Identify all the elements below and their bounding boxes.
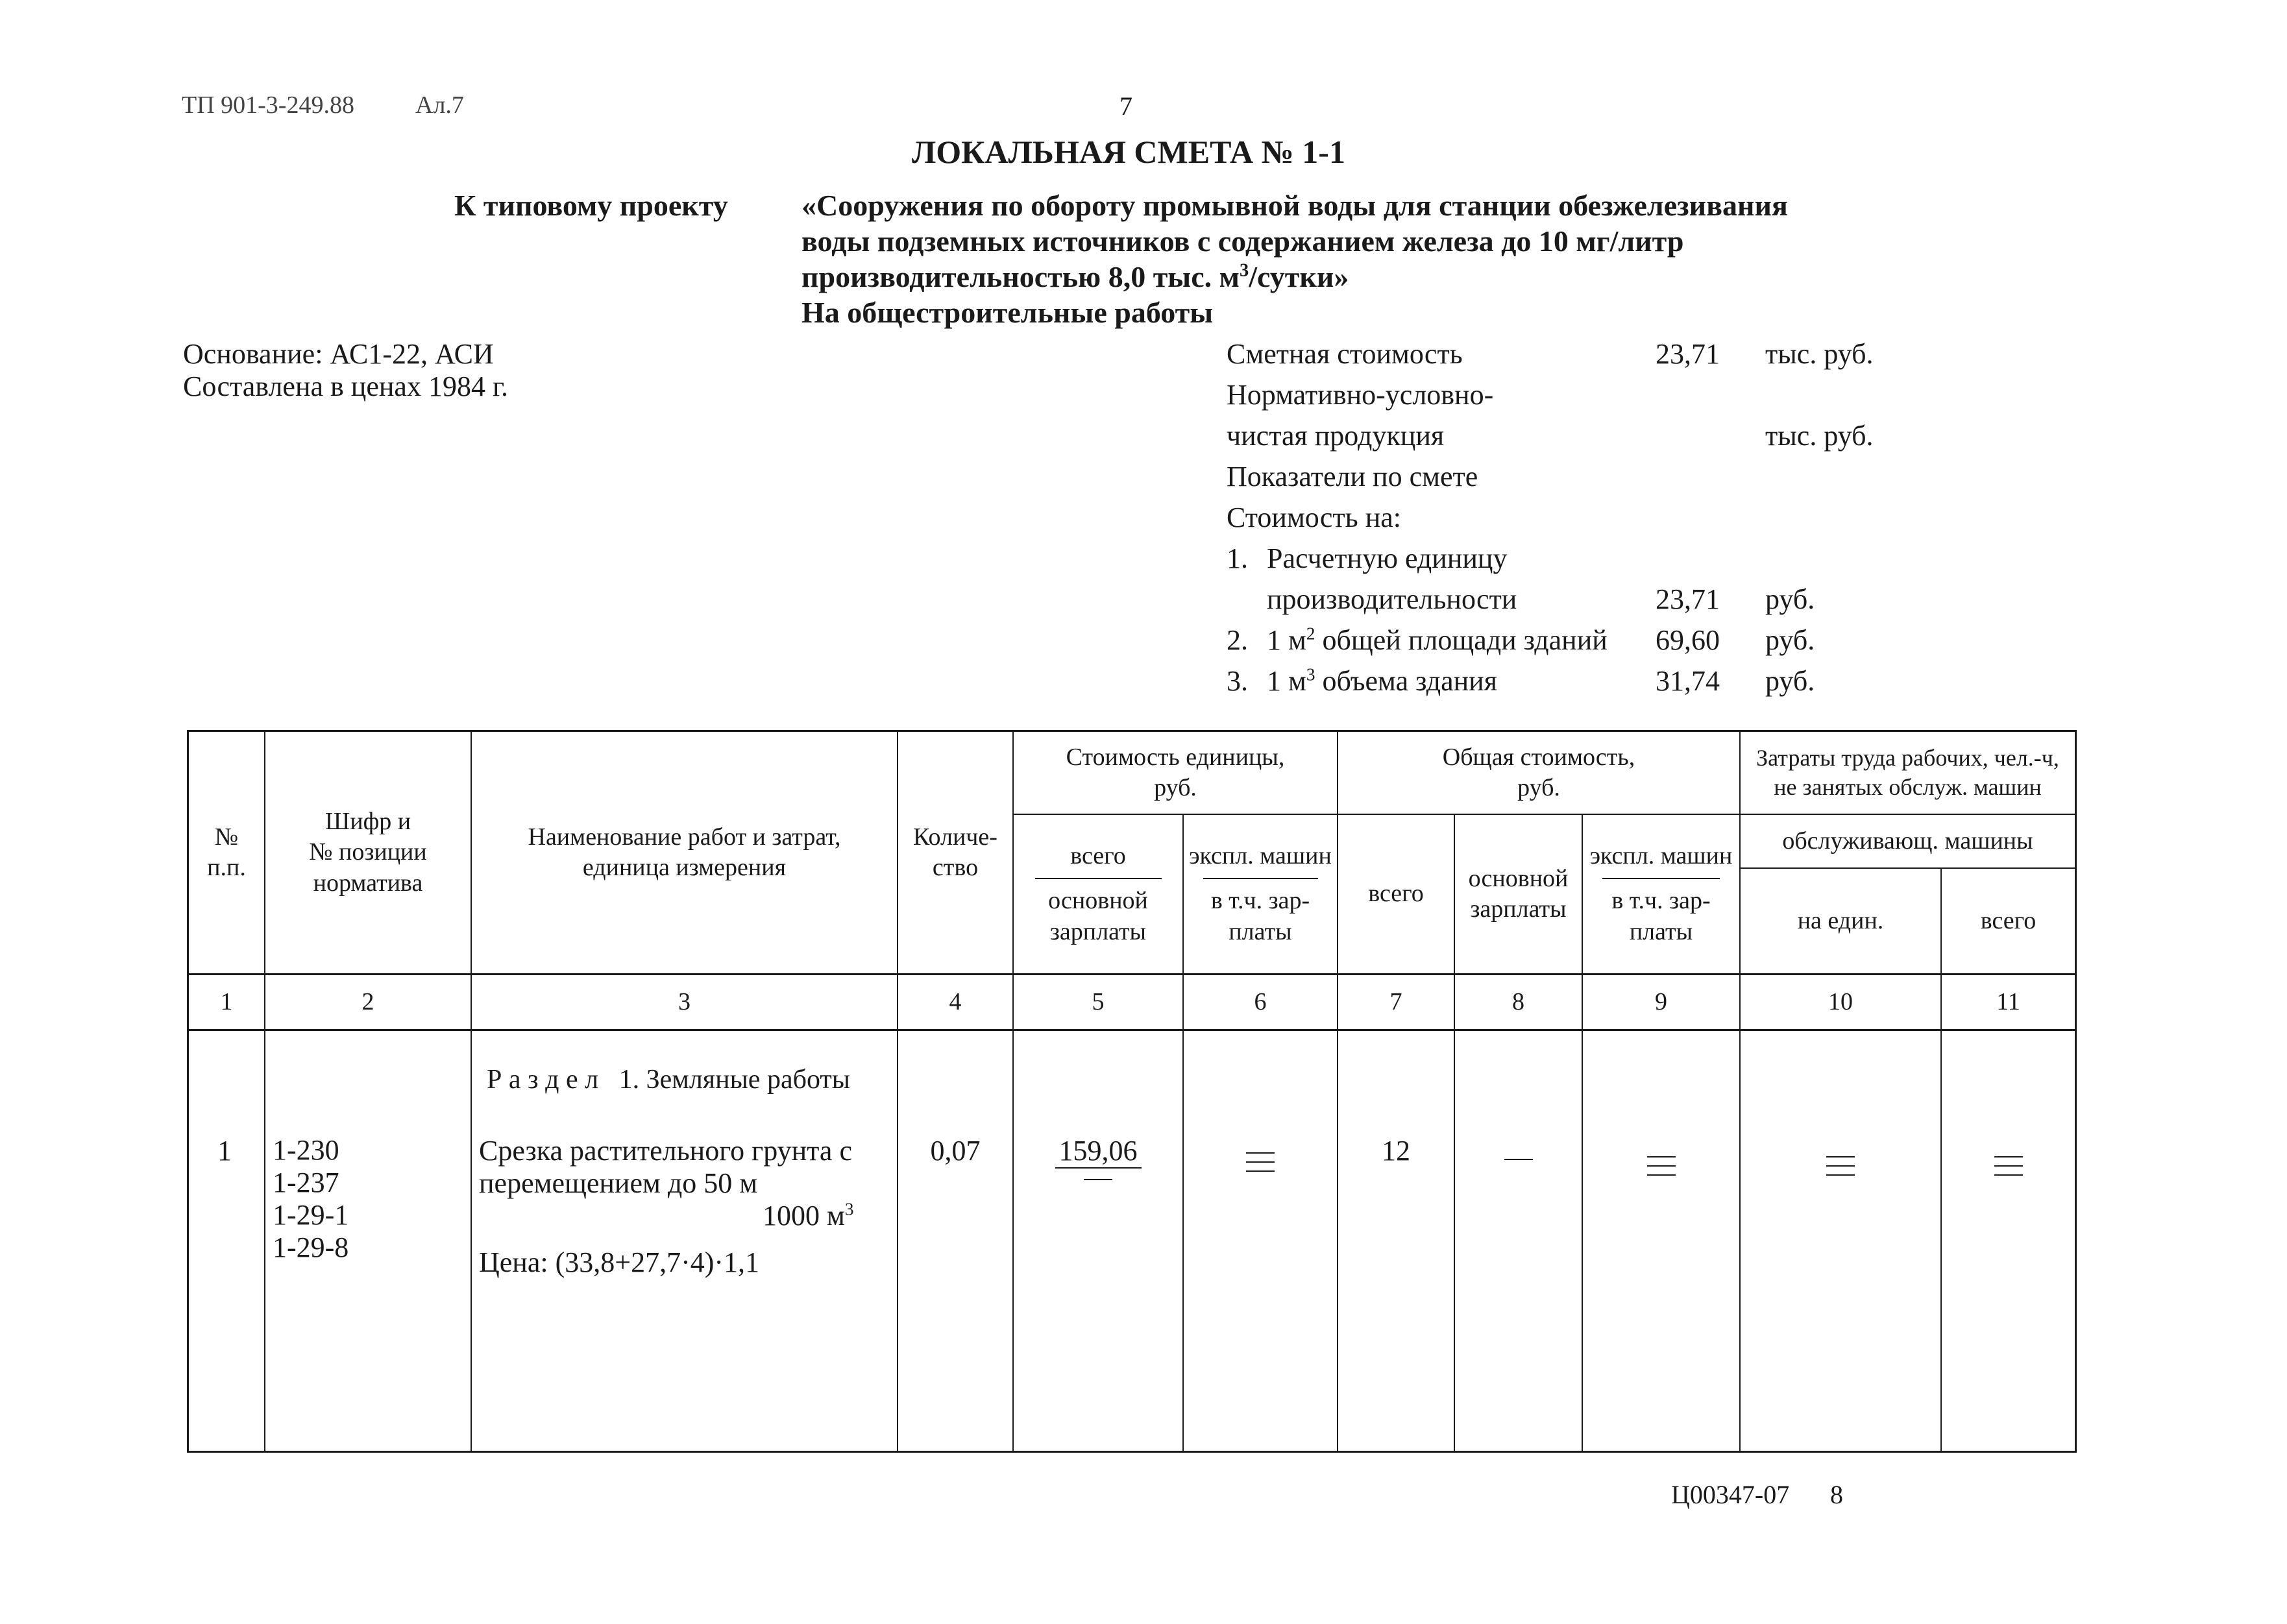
empty-dash <box>1994 1165 2023 1167</box>
empty-dash <box>1826 1165 1855 1167</box>
header-col6: экспл. машин в т.ч. зар- платы <box>1189 842 1332 945</box>
col-number: 1 <box>220 988 233 1015</box>
item2-value: 69,60 <box>1656 624 1720 656</box>
header-col11: всего <box>1980 906 2036 934</box>
header-divider <box>1203 878 1318 879</box>
col-number: 2 <box>361 988 374 1015</box>
estimate-cost-unit: тыс. руб. <box>1765 338 1874 370</box>
empty-dash <box>1994 1174 2023 1176</box>
norm-codes: 1-230 1-237 1-29-1 1-29-8 <box>273 1134 349 1263</box>
header-qty: Количе- ство <box>913 823 997 881</box>
empty-dash <box>1647 1156 1676 1157</box>
price-formula: Цена: (33,8+27,7·4)·1,1 <box>479 1246 760 1278</box>
col-number: 9 <box>1655 988 1667 1015</box>
estimate-cost-label: Сметная стоимость <box>1227 338 1463 370</box>
table-border-right <box>2075 730 2077 1453</box>
normative-label-1: Нормативно-условно- <box>1227 379 1494 411</box>
col-number: 4 <box>949 988 962 1015</box>
page-title: ЛОКАЛЬНАЯ СМЕТА № 1-1 <box>912 134 1345 170</box>
empty-dash <box>1647 1174 1676 1176</box>
work-name-line1: Срезка растительного грунта с <box>479 1135 852 1167</box>
empty-dash <box>1504 1159 1533 1160</box>
empty-dash <box>1826 1156 1855 1157</box>
col-number: 3 <box>678 988 691 1015</box>
footer-code: Ц00347-07 <box>1671 1480 1790 1509</box>
work-name-line2: перемещением до 50 м <box>479 1167 758 1199</box>
base-salary-dash <box>1455 1155 1582 1164</box>
empty-dash <box>1994 1156 2023 1157</box>
indicators-label: Показатели по смете <box>1227 461 1478 492</box>
col-number: 6 <box>1254 988 1267 1015</box>
footer-page: 8 <box>1830 1480 1843 1509</box>
project-label: К типовому проекту <box>454 189 728 222</box>
album-number: Ал.7 <box>415 91 464 119</box>
header-col5: всего основной зарплаты <box>1014 815 1182 973</box>
empty-dash <box>1246 1152 1275 1154</box>
document-code: ТП 901-3-249.88 <box>182 91 354 119</box>
header-code: Шифр и № позиции норматива <box>309 807 427 897</box>
work-unit: 1000 $м^3$ <box>763 1199 854 1231</box>
quantity: 0,07 <box>930 1135 981 1167</box>
machine-total-fraction <box>1583 1152 1739 1180</box>
header-name: Наименование работ и затрат, единица измерения <box>528 823 841 881</box>
estimate-cost-value: 23,71 <box>1656 338 1720 370</box>
page-number: 7 <box>1119 91 1132 121</box>
empty-dash <box>1246 1161 1275 1163</box>
item3-number: 3. <box>1227 665 1248 697</box>
total-cost: 12 <box>1382 1135 1410 1167</box>
cost-on-label: Стоимость на: <box>1227 502 1402 533</box>
col-number: 8 <box>1512 988 1524 1015</box>
header-col10: на един. <box>1797 906 1884 934</box>
header-total-cost: Общая стоимость, руб. <box>1442 743 1635 801</box>
item2-number: 2. <box>1227 624 1248 656</box>
col-number: 10 <box>1828 988 1853 1015</box>
header-service-machines: обслуживающ. машины <box>1782 827 2033 854</box>
item3-label: 1 $м^3$ объема здания <box>1267 664 1497 697</box>
col-number: 11 <box>1996 988 2020 1015</box>
item3-value: 31,74 <box>1656 665 1720 697</box>
empty-dash <box>1647 1165 1676 1167</box>
header-col7: всего <box>1368 880 1424 908</box>
item2-unit: руб. <box>1765 624 1815 656</box>
section-heading: Р а з д е л 1. Земляные работы <box>487 1065 850 1095</box>
unit-cost-total-fraction <box>1014 1134 1182 1184</box>
labor-total-fraction <box>1942 1152 2075 1180</box>
project-title-line2: воды подземных источников с содержанием железа до 10 мг/литр <box>801 224 1684 258</box>
unit-cost-total: 159,06 <box>1055 1134 1142 1169</box>
item1-value: 23,71 <box>1656 583 1720 615</box>
item1-number: 1. <box>1227 542 1248 574</box>
col-number: 5 <box>1092 988 1105 1015</box>
row-number: 1 <box>217 1135 232 1167</box>
header-col8: основной зарплаты <box>1468 864 1569 923</box>
labor-per-unit-fraction <box>1741 1152 1940 1180</box>
normative-label-2: чистая продукция <box>1227 420 1445 452</box>
empty-dash <box>1084 1179 1112 1180</box>
project-title-line1: «Сооружения по обороту промывной воды для станции обезжелезивания <box>801 189 1788 222</box>
item1-label-2: производительности <box>1267 583 1517 615</box>
project-title-line3: производительностью 8,0 тыс. $м^3$/сутки» <box>801 260 1349 293</box>
machine-cost-fraction <box>1184 1148 1337 1176</box>
item2-label: 1 $м^2$ общей площади зданий <box>1267 624 1608 656</box>
header-divider <box>1035 878 1162 879</box>
basis-text: Основание: АС1-22, АСИ <box>183 338 494 370</box>
header-num: № п.п. <box>207 823 246 881</box>
col-number: 7 <box>1389 988 1402 1015</box>
item3-unit: руб. <box>1765 665 1815 697</box>
normative-unit: тыс. руб. <box>1765 420 1874 452</box>
empty-dash <box>1826 1174 1855 1176</box>
item1-label-1: Расчетную единицу <box>1267 542 1508 574</box>
item1-unit: руб. <box>1765 583 1815 615</box>
header-labor: Затраты труда рабочих, чел.-ч, не занятых обслуж. машин <box>1756 745 2059 800</box>
header-unit-cost: Стоимость единицы, руб. <box>1066 743 1285 801</box>
row-line <box>187 1029 2077 1031</box>
header-col9: экспл. машин в т.ч. зар- платы <box>1589 842 1733 945</box>
project-subtitle: На общестроительные работы <box>801 296 1214 329</box>
prices-year-text: Составлена в ценах 1984 г. <box>183 370 509 402</box>
empty-dash <box>1246 1170 1275 1172</box>
header-divider <box>1602 878 1720 879</box>
